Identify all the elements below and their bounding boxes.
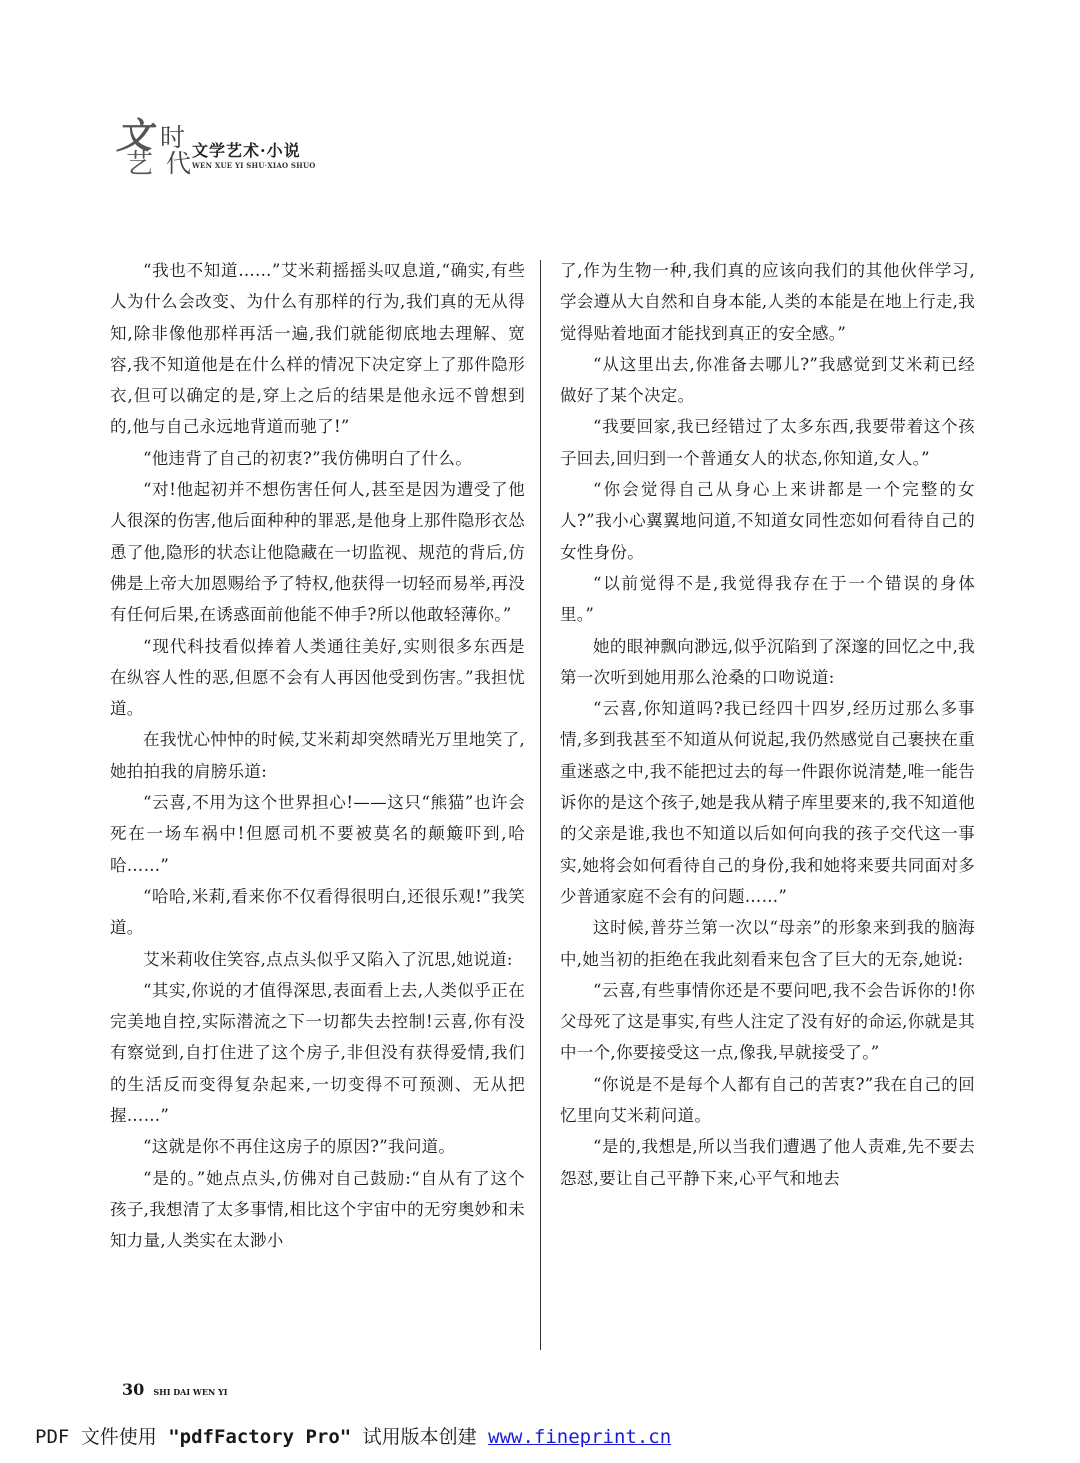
right-column (560, 255, 975, 1194)
paragraph: “从这里出去,你准备去哪儿?”我感觉到艾米莉已经做好了某个决定。 (560, 354, 975, 406)
paragraph: “你会觉得自己从身心上来讲都是一个完整的女人?”我小心翼翼地问道,不知道女同性恋如何看待自己的女性身份。 (560, 480, 975, 562)
paragraph: 她的眼神飘向渺远,似乎沉陷到了深邃的回忆之中,我第一次听到她用那么沧桑的口吻说道: (560, 636, 975, 687)
paragraph: 在我忧心忡忡的时候,艾米莉却突然晴光万里地笑了,她拍拍我的肩膀乐道: (110, 730, 525, 781)
section-title: 文学艺术·小说 (192, 141, 301, 160)
paragraph: “云喜,不用为这个世界担心!——这只“熊猫”也许会死在一场车祸中!但愿司机不要被莫名的颠簸吓到,哈哈……” (110, 793, 525, 875)
paragraph: “我要回家,我已经错过了太多东西,我要带着这个孩子回去,回归到一个普通女人的状态,你知道,女人。” (560, 417, 975, 468)
logo-char-4: 代 (166, 149, 192, 178)
banner-product: "pdfFactory Pro" (168, 1426, 352, 1448)
paragraph: “云喜,你知道吗?我已经四十四岁,经历过那么多事情,多到我甚至不知道从何说起,我仍然感觉自己裹挟在重重迷惑之中,我不能把过去的每一件跟你说清楚,唯一能告诉你的是这个孩子,她是我从精子库里要来的,我不知道他的父亲是谁,我也不知道以后如何向我的孩子交代这一事实,她将会如何看待自己的身份,我和她将来要共同面对多少普通家庭不会有的问题……” (560, 699, 975, 906)
section-subtitle: WEN XUE YI SHU·XIAO SHUO (192, 161, 316, 170)
paragraph: “是的。”她点点头,仿佛对自己鼓励:“自从有了这个孩子,我想清了太多事情,相比这个宇宙中的无穷奥妙和未知力量,人类实在太渺小 (110, 1168, 525, 1251)
masthead (112, 108, 392, 178)
column-divider (540, 260, 541, 1350)
banner-prefix: PDF 文件使用 (35, 1426, 169, 1448)
paragraph: 这时候,普芬兰第一次以“母亲”的形象来到我的脑海中,她当初的拒绝在我此刻看来包含了巨大的无奈,她说: (560, 918, 975, 969)
paragraph: “云喜,有些事情你还是不要问吧,我不会告诉你的!你父母死了这是事实,有些人注定了没有好的命运,你就是其中一个,你要接受这一点,像我,早就接受了。” (560, 980, 975, 1063)
paragraph: “现代科技看似捧着人类通往美好,实则很多东西是在纵容人性的恶,但愿不会有人再因他受到伤害。”我担忧道。 (110, 636, 525, 719)
paragraph: “我也不知道……”艾米莉摇摇头叹息道,“确实,有些人为什么会改变、为什么有那样的行为,我们真的无从得知,除非像他那样再活一遍,我们就能彻底地去理解、宽容,我不知道他是在什么样的情况下决定穿上了那件隐形衣,但可以确定的是,穿上之后的结果是他永远不曾想到的,他与自己永远地背道而驰了!” (110, 261, 525, 437)
logo-char-3: 艺 (126, 149, 153, 180)
left-column (110, 255, 525, 1257)
logo-char-2: 时 (160, 123, 186, 152)
paragraph: “哈哈,米莉,看来你不仅看得很明白,还很乐观!”我笑道。 (110, 886, 525, 938)
paragraph: “他违背了自己的初衷?”我仿佛明白了什么。 (143, 448, 473, 468)
paragraph: “你说是不是每个人都有自己的苦衷?”我在自己的回忆里向艾米莉问道。 (560, 1074, 975, 1126)
paragraph: “以前觉得不是,我觉得我存在于一个错误的身体里。” (560, 573, 975, 625)
paragraph: “这就是你不再住这房子的原因?”我问道。 (143, 1137, 456, 1157)
journal-name: SHI DAI WEN YI (153, 1387, 228, 1397)
paragraph: 艾米莉收住笑容,点点头似乎又陷入了沉思,她说道: (143, 949, 513, 969)
paragraph: “是的,我想是,所以当我们遭遇了他人责难,先不要去怨怼,要让自己平静下来,心平气和地去 (560, 1137, 975, 1188)
paragraph-continuation: 了,作为生物一种,我们真的应该向我们的其他伙伴学习,学会遵从大自然和自身本能,人类的本能是在地上行走,我觉得贴着地面才能找到真正的安全感。” (560, 261, 975, 343)
logo-char-1: 文 (116, 115, 153, 157)
paragraph: “对!他起初并不想伤害任何人,甚至是因为遭受了他人很深的伤害,他后面种种的罪恶,是他身上那件隐形衣怂恿了他,隐形的状态让他隐藏在一切监视、规范的背后,仿佛是上帝大加恩赐给予了特权,他获得一切轻而易举,再没有任何后果,在诱惑面前他能不伸手?所以他敢轻薄你。” (110, 480, 525, 625)
banner-middle: 试用版本创建 (351, 1426, 489, 1448)
pdf-watermark-banner (35, 1422, 671, 1449)
page-number: 30 (122, 1380, 145, 1399)
fineprint-link[interactable]: www.fineprint.cn (488, 1426, 672, 1448)
paragraph: “其实,你说的才值得深思,表面看上去,人类似乎正在完美地自控,实际潜流之下一切都失去控制!云喜,你有没有察觉到,自打住进了这个房子,非但没有获得爱情,我们的生活反而变得复杂起来,一切变得不可预测、无从把握……” (110, 980, 525, 1126)
page-footer (122, 1380, 228, 1399)
journal-logo (112, 108, 192, 180)
